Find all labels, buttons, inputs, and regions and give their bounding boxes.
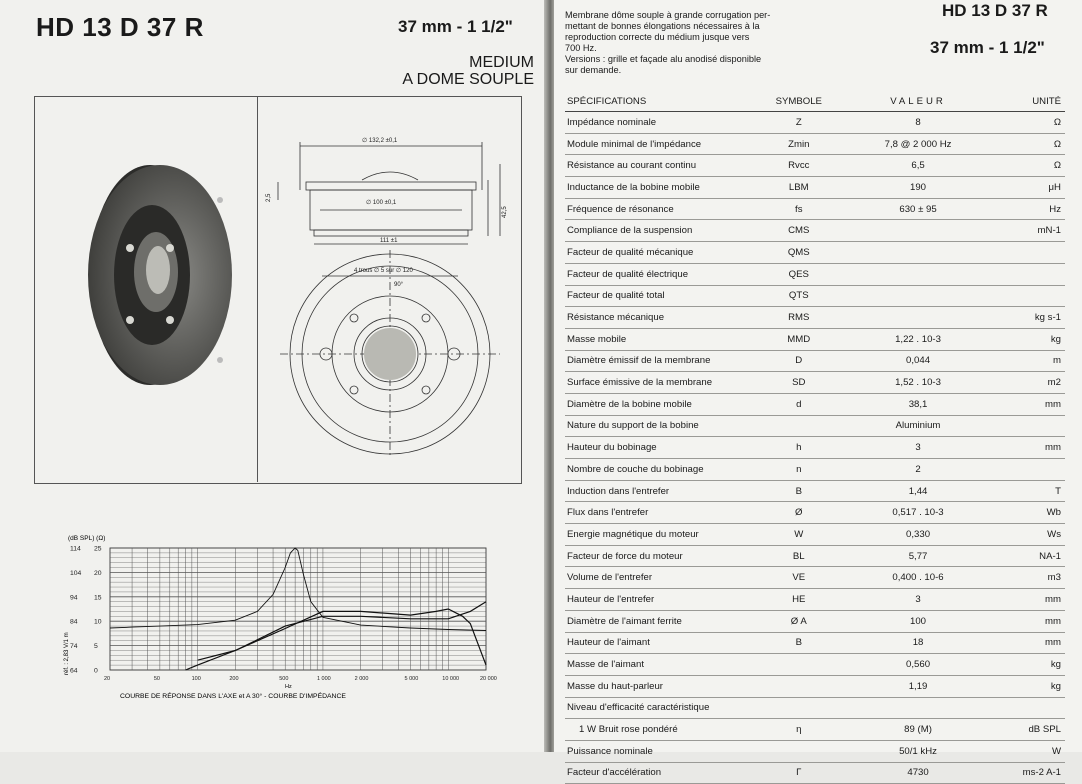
spec-unit [992,263,1065,285]
spec-symbol [753,675,844,697]
spec-unit: μH [992,177,1065,199]
spec-unit: kg [992,675,1065,697]
spec-unit: mm [992,632,1065,654]
spec-name: Hauteur de l'aimant [565,632,753,654]
x-tick: 20 [104,676,111,682]
spec-name: Flux dans l'entrefer [565,502,753,524]
spec-symbol: Z [753,112,844,134]
spec-value: 7,8 @ 2 000 Hz [844,133,992,155]
chart-units-label: (dB SPL) (Ω) [68,535,106,542]
y-tick-ohm: 0 [94,667,98,675]
spec-symbol [753,740,844,762]
spec-name: Inductance de la bobine mobile [565,177,753,199]
spec-unit: Wb [992,502,1065,524]
spec-value: 3 [844,437,992,459]
spec-table [565,94,1065,784]
table-row [565,589,1065,611]
x-tick: 50 [153,676,161,682]
table-row [565,372,1065,394]
header-value: VALEUR [844,94,992,112]
spec-unit: dB SPL [992,719,1065,741]
table-row [565,328,1065,350]
spec-unit: m2 [992,372,1065,394]
table-row [565,393,1065,415]
spec-value: 18 [844,632,992,654]
spec-value: 1,19 [844,675,992,697]
table-row [565,567,1065,589]
spec-value [844,242,992,264]
spec-symbol: VE [753,567,844,589]
y-tick-ohm: 20 [94,569,102,577]
spec-unit: Ω [992,155,1065,177]
spec-value [844,285,992,307]
category-line-2: A DOME SOUPLE [402,71,534,88]
x-tick: 100 [191,676,201,682]
header-unit: UNITÉ [992,94,1065,112]
x-tick: 1 000 [316,676,331,682]
spec-symbol: fs [753,198,844,220]
table-row [565,610,1065,632]
description-line: mettant de bonnes élongations nécessaires à la [565,21,760,31]
spec-symbol: D [753,350,844,372]
spec-symbol: MMD [753,328,844,350]
table-row [565,675,1065,697]
spec-value: 0,517 . 10-3 [844,502,992,524]
spec-unit [992,459,1065,481]
spec-symbol: d [753,393,844,415]
model-title-left: HD 13 D 37 R [36,12,204,42]
description-line: Membrane dôme souple à grande corrugation per- [565,10,771,20]
table-row [565,285,1065,307]
header-specifications: SPÉCIFICATIONS [565,94,753,112]
spec-name: Diamètre de la bobine mobile [565,393,753,415]
y-tick-db: 74 [70,643,78,651]
table-row [565,177,1065,199]
spec-symbol: η [753,719,844,741]
table-row [565,762,1065,784]
spec-name: Energie magnétique du moteur [565,524,753,546]
table-row [565,155,1065,177]
spec-name: Hauteur du bobinage [565,437,753,459]
technical-drawing [262,100,518,480]
spec-value: 6,5 [844,155,992,177]
x-tick: 2 000 [354,676,369,682]
table-row [565,719,1065,741]
spec-unit [992,242,1065,264]
spec-unit: mm [992,589,1065,611]
chart-frame [110,548,486,670]
spec-unit: mm [992,393,1065,415]
spec-symbol: HE [753,589,844,611]
spec-name: Diamètre de l'aimant ferrite [565,610,753,632]
spec-name: Facteur de qualité mécanique [565,242,753,264]
table-row [565,740,1065,762]
spec-symbol: QES [753,263,844,285]
spec-value: 0,560 [844,654,992,676]
spec-value: 630 ± 95 [844,198,992,220]
spec-symbol: Ø [753,502,844,524]
spec-name: Masse mobile [565,328,753,350]
table-row [565,654,1065,676]
spec-value: 0,330 [844,524,992,546]
spec-value: 190 [844,177,992,199]
description-line: Versions : grille et façade alu anodisé disponible [565,54,762,64]
description-block [565,10,865,76]
y-tick-ohm: 5 [94,643,98,651]
holes-label: 4 trous ∅ 5 sur ∅ 120 [354,268,413,274]
spec-unit: Ω [992,133,1065,155]
x-tick: 200 [229,676,239,682]
spec-symbol [753,415,844,437]
model-title-right: HD 13 D 37 R [942,1,1048,20]
spec-unit: m3 [992,567,1065,589]
size-label-right: 37 mm - 1 1/2" [930,38,1045,57]
spec-symbol: h [753,437,844,459]
description-line: 700 Hz. [565,43,597,53]
series-line-0 [110,548,486,631]
spec-value [844,220,992,242]
spec-symbol: B [753,480,844,502]
y-tick-db: 84 [70,618,78,626]
size-label-left: 37 mm - 1 1/2" [398,17,513,36]
spec-symbol: Γ [753,762,844,784]
left-page [0,0,548,752]
chart-caption: COURBE DE RÉPONSE DANS L'AXE et A 30° - COURBE D'IMPÉDANCE [120,693,346,700]
frequency-response-chart [58,530,498,710]
spec-value [844,263,992,285]
spec-symbol: QTS [753,285,844,307]
spec-value: 50/1 kHz [844,740,992,762]
table-row [565,632,1065,654]
spec-unit [992,415,1065,437]
dim-width-label: 111 ±1 [380,238,398,244]
y-tick-db: 64 [70,667,78,675]
spec-unit: kg s-1 [992,307,1065,329]
spec-name: Diamètre émissif de la membrane [565,350,753,372]
spec-unit: Ω [992,112,1065,134]
spec-symbol: CMS [753,220,844,242]
x-tick: 10 000 [442,676,460,682]
spec-unit: mm [992,610,1065,632]
table-row [565,220,1065,242]
spec-name: Module minimal de l'impédance [565,133,753,155]
spec-value: 1,22 . 10-3 [844,328,992,350]
speaker-photo [60,160,260,410]
spec-name: Hauteur de l'entrefer [565,589,753,611]
spec-value: 4730 [844,762,992,784]
spec-value: 0,400 . 10-6 [844,567,992,589]
spec-symbol: B [753,632,844,654]
spec-unit: W [992,740,1065,762]
spec-name: Niveau d'efficacité caractéristique [565,697,753,719]
spec-symbol: RMS [753,307,844,329]
category-line-1: MEDIUM [469,54,534,71]
spec-unit: Hz [992,198,1065,220]
spec-unit: m [992,350,1065,372]
table-row [565,198,1065,220]
spec-unit: NA-1 [992,545,1065,567]
table-row [565,112,1065,134]
spec-name: Compliance de la suspension [565,220,753,242]
table-row [565,437,1065,459]
spec-value: 38,1 [844,393,992,415]
spec-symbol [753,697,844,719]
x-tick: 500 [279,676,289,682]
description-line: sur demande. [565,65,622,75]
spec-name: Masse du haut-parleur [565,675,753,697]
spec-name: Facteur d'accélération [565,762,753,784]
table-row [565,524,1065,546]
x-tick: 20 000 [480,676,497,682]
spec-name: Masse de l'aimant [565,654,753,676]
spec-table-header [565,94,1065,112]
table-row [565,459,1065,481]
spec-value: Aluminium [844,415,992,437]
angle-label: 90° [394,282,404,288]
description-line: reproduction correcte du médium jusque vers [565,32,750,42]
spec-value: 0,044 [844,350,992,372]
spec-name: Nombre de couche du bobinage [565,459,753,481]
dim-outer-label: ∅ 132,2 ±0,1 [362,138,398,144]
spec-unit: kg [992,654,1065,676]
spec-name: Facteur de force du moteur [565,545,753,567]
y-tick-ohm: 10 [94,618,102,626]
spec-symbol [753,654,844,676]
spec-symbol: Rvcc [753,155,844,177]
spec-name: Puissance nominale [565,740,753,762]
spec-unit [992,697,1065,719]
table-row [565,307,1065,329]
spec-value [844,307,992,329]
table-row [565,242,1065,264]
table-row [565,697,1065,719]
header-symbol: SYMBOLE [753,94,844,112]
spec-value: 8 [844,112,992,134]
spec-value: 1,52 . 10-3 [844,372,992,394]
y-tick-db: 114 [70,545,81,553]
spec-name: Surface émissive de la membrane [565,372,753,394]
spec-name: Induction dans l'entrefer [565,480,753,502]
spec-name: Facteur de qualité électrique [565,263,753,285]
spec-value: 3 [844,589,992,611]
spec-unit: mm [992,437,1065,459]
spec-value: 5,77 [844,545,992,567]
table-row [565,263,1065,285]
y-tick-ohm: 15 [94,594,102,602]
chart-reference-label: réf. : 2,83 V/1 m [64,632,70,675]
table-row [565,133,1065,155]
y-tick-db: 104 [70,569,82,577]
series-line-1 [186,609,487,670]
spec-name: Nature du support de la bobine [565,415,753,437]
spec-unit [992,285,1065,307]
spec-symbol: QMS [753,242,844,264]
spec-name: Volume de l'entrefer [565,567,753,589]
table-row [565,545,1065,567]
spec-value: 89 (M) [844,719,992,741]
spec-unit: ms-2 A-1 [992,762,1065,784]
spec-unit: mN-1 [992,220,1065,242]
spec-name: Facteur de qualité total [565,285,753,307]
x-tick: 5 000 [404,676,419,682]
spec-name: Résistance au courant continu [565,155,753,177]
spec-name: 1 W Bruit rose pondéré [565,719,753,741]
spec-value: 100 [844,610,992,632]
spec-name: Fréquence de résonance [565,198,753,220]
y-tick-ohm: 25 [94,545,102,553]
spec-symbol: BL [753,545,844,567]
dim-inner-label: ∅ 100 ±0,1 [366,200,397,206]
spec-name: Impédance nominale [565,112,753,134]
dim-flange-label: 2,5 [266,193,272,202]
spec-unit: kg [992,328,1065,350]
table-row [565,415,1065,437]
spec-symbol: SD [753,372,844,394]
table-row [565,480,1065,502]
table-row [565,350,1065,372]
hz-marker: Hz [285,684,292,690]
spec-symbol: n [753,459,844,481]
table-row [565,502,1065,524]
spec-symbol: Zmin [753,133,844,155]
dim-depth-label: 42,5 [502,206,508,218]
spec-value: 2 [844,459,992,481]
spec-symbol: Ø A [753,610,844,632]
spec-value [844,697,992,719]
spec-unit: Ws [992,524,1065,546]
spec-symbol: W [753,524,844,546]
y-tick-db: 94 [70,594,78,602]
spec-value: 1,44 [844,480,992,502]
spec-name: Résistance mécanique [565,307,753,329]
spec-symbol: LBM [753,177,844,199]
spec-unit: T [992,480,1065,502]
